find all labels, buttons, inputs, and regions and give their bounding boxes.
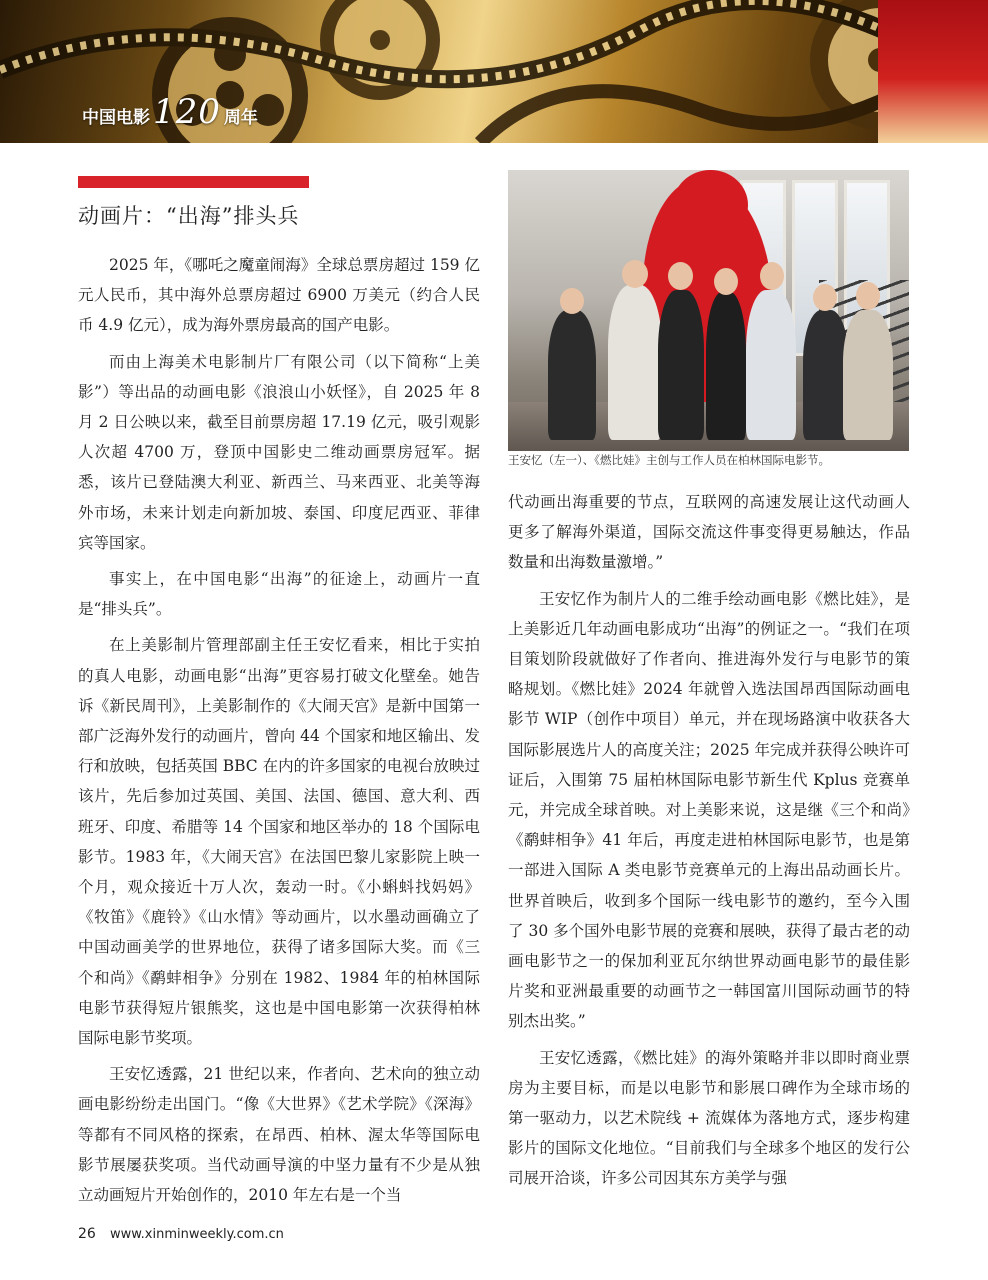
photo-person-head — [622, 260, 648, 288]
banner-red-accent — [878, 0, 988, 143]
banner-title — [82, 92, 258, 132]
photo-person — [608, 285, 662, 440]
photo-caption: 王安忆（左一）、《燃比娃》主创与工作人员在柏林国际电影节。 — [508, 453, 830, 467]
photo-berlinale-bear-head — [673, 170, 748, 240]
photo-person — [706, 292, 746, 440]
page-number: 26 — [78, 1226, 96, 1242]
paragraph: 事实上，在中国电影“出海”的征途上，动画片一直是“排头兵”。 — [78, 570, 480, 619]
article-photo — [508, 170, 909, 451]
section-red-bar — [78, 176, 309, 188]
paragraph: 而由上海美术电影制片厂有限公司（以下简称“上美影”）等出品的动画电影《浪浪山小妖怪》，自 2025 年 8 月 2 日公映以来，截至目前票房超 17.19 亿元，吸引观影人次超 4700 万，登顶中国影史二维动画票房冠军。据悉，该片已登陆澳大利亚、新西兰、马来西亚、北美等海外市场，未来计划走向新加坡、泰国、印度尼西亚、菲律宾等国家。 — [78, 352, 480, 552]
photo-person — [658, 290, 704, 440]
footer-url: www.xinminweekly.com.cn — [109, 1227, 284, 1242]
banner-title-text: 中国电影 — [82, 108, 150, 128]
banner-title-suffix: 周年 — [223, 108, 258, 128]
header-banner — [0, 0, 988, 143]
paragraph: 在上美影制片管理部副主任王安忆看来，相比于实拍的真人电影，动画电影“出海”更容易打破文化壁垒。她告诉《新民周刊》，上美影制作的《大闹天宫》是新中国第一部广泛海外发行的动画片，曾向 44 个国家和地区输出、发行和放映，包括英国 BBC 在内的许多国家的电视台放映过该片，先后参加过英国、美国、法国、德国、意大利、西班牙、印度、希腊等 14 个国家和地区举办的 18 个国际电影节。1983 年，《大闹天宫》在法国巴黎儿家影院上映一个月，观众接近十万人次，轰动一时。《小蝌蚪找妈妈》《牧笛》《鹿铃》《山水情》等动画片，以水墨动画确立了中国动画美学的世界地位，获得了诸多国际大奖。而《三个和尚》《鹬蚌相争》分别在 1982、1984 年的柏林国际电影节获得短片银熊奖，这也是中国电影第一次获得柏林国际电影节奖项。 — [78, 636, 480, 1048]
photo-person-head — [714, 268, 738, 295]
photo-person-head — [668, 262, 693, 290]
paragraph: 王安忆透露，21 世纪以来，作者向、艺术向的独立动画电影纷纷走出国门。“像《大世界》《艺术学院》《深海》等都有不同风格的探索，在昂西、柏林、渥太华等国际电影节展屡获奖项。当代动画导演的中坚力量有不少是从独立动画短片开始创作的，2010 年左右是一个当 — [78, 1065, 480, 1205]
photo-person — [548, 310, 596, 440]
left-column — [78, 250, 480, 1230]
photo-person-head — [760, 262, 784, 290]
banner-title-number: 120 — [153, 92, 221, 132]
paragraph: 王安忆透露，《燃比娃》的海外策略并非以即时商业票房为主要目标，而是以电影节和影展口碑作为全球市场的第一驱动力，以艺术院线 + 流媒体为落地方式，逐步构建影片的国际文化地位。“目前我们与全球多个地区的发行公司展开洽谈，许多公司因其东方美学与强 — [508, 1048, 910, 1188]
paragraph: 代动画出海重要的节点，互联网的高速发展让这代动画人更多了解海外渠道，国际交流这件事变得更易触达，作品数量和出海数量激增。” — [508, 493, 910, 572]
photo-person-head — [813, 284, 837, 311]
photo-person-head — [856, 282, 880, 310]
page-footer — [78, 1226, 284, 1242]
photo-person-head — [560, 288, 584, 314]
section-title: 动画片：“出海”排头兵 — [78, 204, 300, 228]
paragraph: 2025 年，《哪吒之魔童闹海》全球总票房超过 159 亿元人民币，其中海外总票房超过 6900 万美元（约合人民币 4.9 亿元），成为海外票房最高的国产电影。 — [78, 256, 480, 335]
right-column — [508, 487, 910, 1232]
photo-person — [746, 290, 796, 440]
photo-person — [843, 310, 893, 440]
paragraph: 王安忆作为制片人的二维手绘动画电影《燃比娃》，是上美影近几年动画电影成功“出海”的例证之一。“我们在项目策划阶段就做好了作者向、推进海外发行与电影节的策略规划。《燃比娃》2024 年就曾入选法国昂西国际动画电影节 WIP（创作中项目）单元，并在现场路演中收获各大国际影展选片人的高度关注；2025 年完成并获得公映许可证后，入围第 75 届柏林国际电影节新生代 Kplus 竞赛单元，并完成全球首映。对上美影来说，这是继《三个和尚》《鹬蚌相争》41 年后，再度走进柏林国际电影节，也是第一部进入国际 A 类电影节竞赛单元的上海出品动画长片。世界首映后，收到多个国际一线电影节的邀约，至今入围了 30 多个国外电影节展的竞赛和展映，获得了最古老的动画电影节之一的保加利亚瓦尔纳世界动画电影节的最佳影片奖和亚洲最重要的动画节之一韩国富川国际动画节的特别杰出奖。” — [508, 589, 910, 1031]
